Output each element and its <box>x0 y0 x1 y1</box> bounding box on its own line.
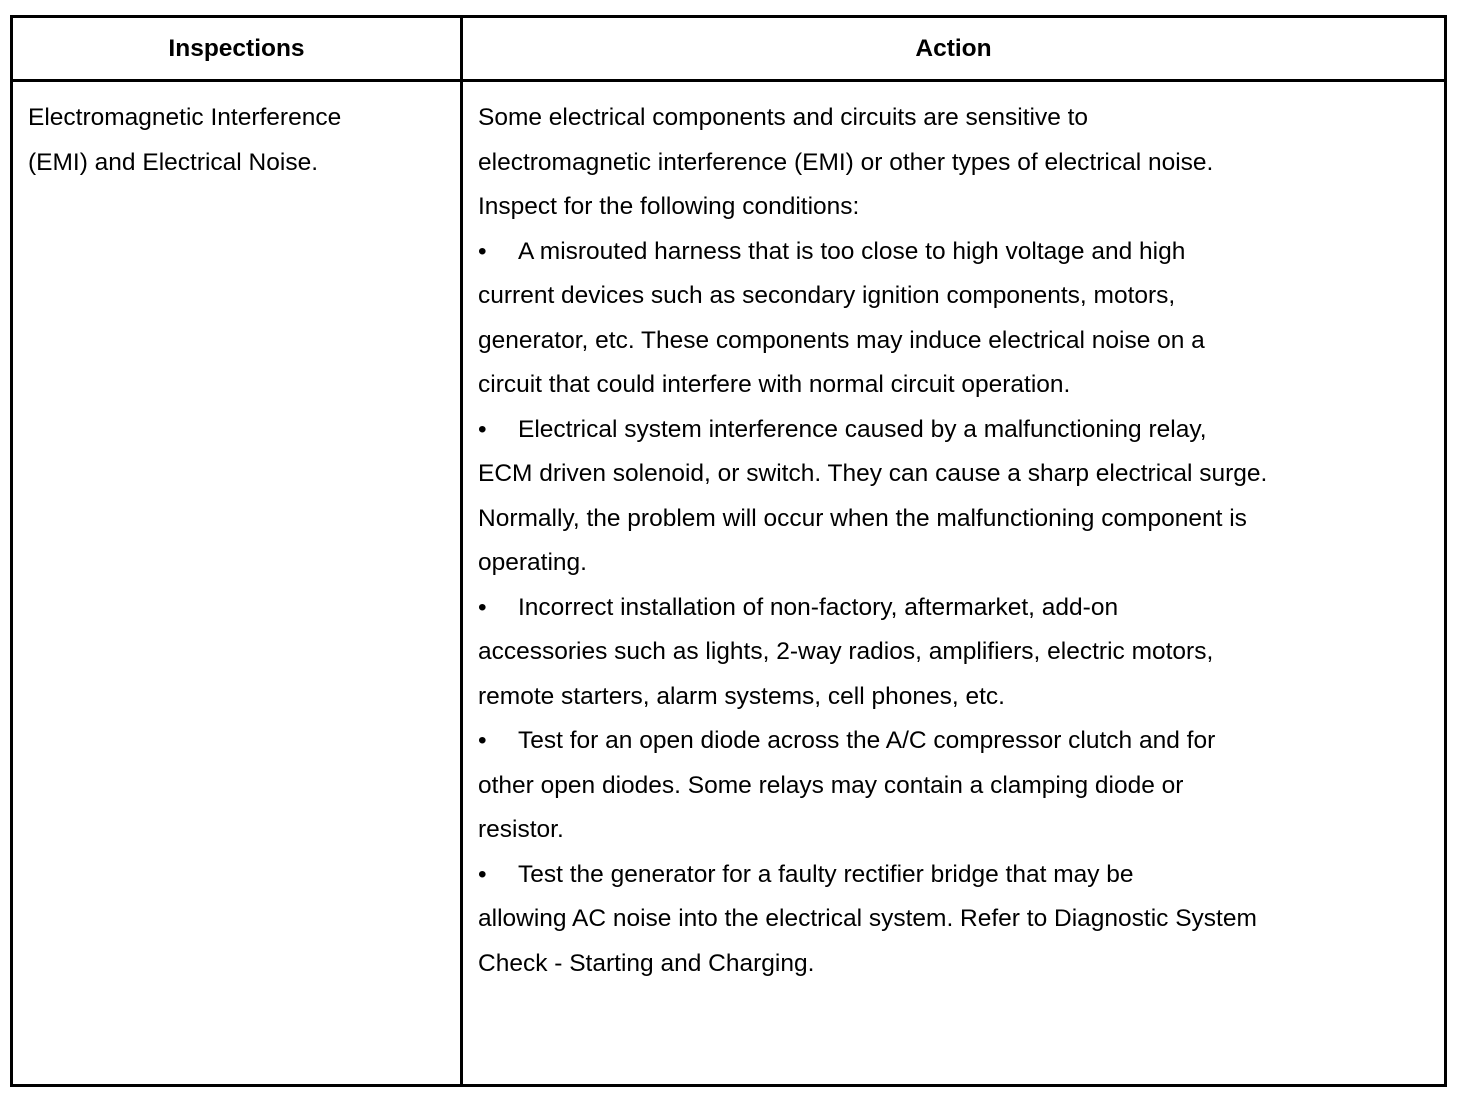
action-text-line <box>478 363 1267 408</box>
action-text: ECM driven solenoid, or switch. They can cause a sharp electrical surge. <box>478 460 1268 487</box>
action-text-line <box>478 141 1267 186</box>
action-text: A misrouted harness that is too close to high voltage and high <box>518 237 1186 265</box>
bullet-item-line <box>478 230 1267 275</box>
table-border-right <box>1444 15 1447 1087</box>
header-action: Action <box>915 35 992 62</box>
action-text: accessories such as lights, 2-way radios, amplifiers, electric motors, <box>478 638 1214 665</box>
inspection-text-line: Electromagnetic Interference <box>28 104 342 131</box>
action-text: Normally, the problem will occur when the malfunctioning component is <box>478 504 1247 532</box>
action-text: Incorrect installation of non-factory, aftermarket, add-on <box>518 593 1119 621</box>
action-text-line <box>478 185 1267 230</box>
inspection-text-line: (EMI) and Electrical Noise. <box>28 148 319 176</box>
action-text: resistor. <box>478 816 564 843</box>
action-text: circuit that could interfere with normal circuit operation. <box>478 371 1071 398</box>
action-text-line <box>478 942 1267 987</box>
action-text-line <box>478 274 1267 319</box>
column-divider <box>460 15 463 1087</box>
bullet-icon: • <box>478 593 487 621</box>
action-text: operating. <box>478 549 587 576</box>
bullet-item-line <box>478 719 1267 764</box>
bullet-icon: • <box>478 860 487 888</box>
action-text-line <box>478 897 1267 942</box>
action-text: Some electrical components and circuits are sensitive to <box>478 104 1089 131</box>
action-cell <box>478 96 1267 986</box>
action-text-line <box>478 497 1267 542</box>
action-text-line <box>478 630 1267 675</box>
action-text-line <box>478 96 1267 141</box>
action-text-line <box>478 764 1267 809</box>
action-text-line <box>478 675 1267 720</box>
action-text: remote starters, alarm systems, cell phones, etc. <box>478 682 1005 710</box>
bullet-icon: • <box>478 237 487 265</box>
action-text: Test for an open diode across the A/C compressor clutch and for <box>518 727 1216 754</box>
action-text-line <box>478 808 1267 853</box>
header-inspections: Inspections <box>168 35 305 62</box>
bullet-item-line <box>478 408 1267 453</box>
action-text: other open diodes. Some relays may contain a clamping diode or <box>478 771 1184 799</box>
action-text: generator, etc. These components may induce electrical noise on a <box>478 326 1205 354</box>
table-border-bottom <box>10 1084 1447 1087</box>
action-text: Check - Starting and Charging. <box>478 949 815 977</box>
action-text: allowing AC noise into the electrical system. Refer to Diagnostic System <box>478 905 1257 932</box>
action-text-line <box>478 319 1267 364</box>
action-text-line <box>478 452 1267 497</box>
action-text: Inspect for the following conditions: <box>478 193 860 220</box>
action-text: Test the generator for a faulty rectifier bridge that may be <box>518 860 1134 888</box>
action-text: electromagnetic interference (EMI) or other types of electrical noise. <box>478 148 1214 176</box>
inspection-cell <box>28 96 341 185</box>
action-text: current devices such as secondary ignition components, motors, <box>478 282 1176 309</box>
bullet-icon: • <box>478 415 487 443</box>
bullet-item-line <box>478 853 1267 898</box>
bullet-item-line <box>478 586 1267 631</box>
action-text: Electrical system interference caused by a malfunctioning relay, <box>518 415 1207 443</box>
action-text-line <box>478 541 1267 586</box>
table-border-left <box>10 15 13 1087</box>
bullet-icon: • <box>478 727 487 754</box>
